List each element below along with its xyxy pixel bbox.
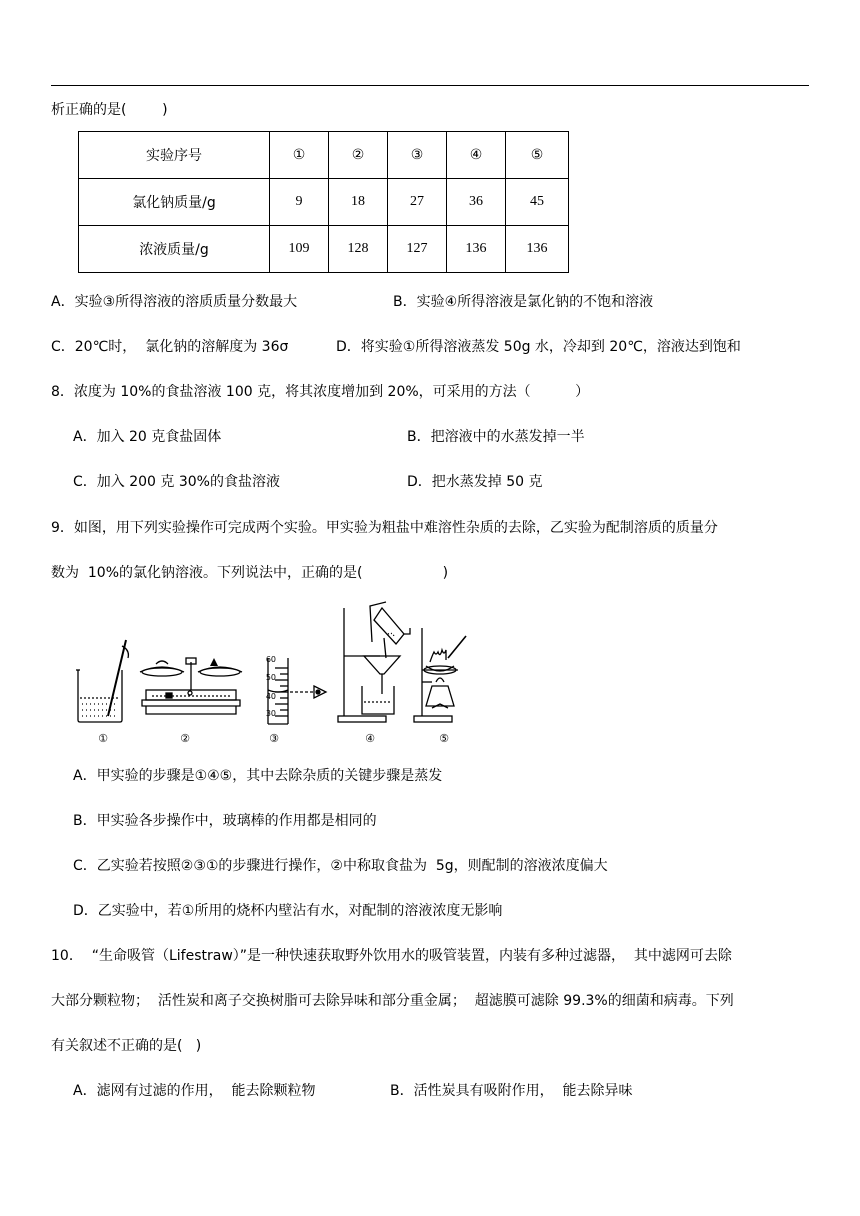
table-cell: 36 (447, 179, 506, 226)
table-cell: 136 (506, 226, 569, 273)
table-header-label: 实验序号 (79, 132, 270, 179)
table-col-header: ② (329, 132, 388, 179)
q9-stem-line2: 数为 10%的氯化钠溶液。下列说法中，正确的是( ) (51, 565, 449, 581)
q9-stem-line1: 9．如图，用下列实验操作可完成两个实验。甲实验为粗盐中难溶性杂质的去除，乙实验为配制溶质的质量分 (51, 520, 718, 536)
table-cell: 128 (329, 226, 388, 273)
q7-option-a: A．实验③所得溶液的溶质质量分数最大 (51, 294, 298, 310)
table-row (79, 132, 569, 179)
q10-stem-line1: 10． “生命吸管（Lifestraw）”是一种快速获取野外饮用水的吸管装置，内装有多种过滤器， 其中滤网可去除 (51, 948, 732, 964)
q7-option-b: B．实验④所得溶液是氯化钠的不饱和溶液 (393, 294, 654, 310)
table-col-header: ① (270, 132, 329, 179)
table-row (79, 179, 569, 226)
q10-stem-line3: 有关叙述不正确的是( ) (51, 1038, 202, 1054)
q8-option-c: C．加入 200 克 30%的食盐溶液 (73, 474, 280, 490)
cylinder-tick-label: 50 (265, 673, 276, 682)
table-col-header: ④ (447, 132, 506, 179)
q7-data-table (78, 131, 569, 273)
q7-option-d: D．将实验①所得溶液蒸发 50g 水，冷却到 20℃，溶液达到饱和 (336, 339, 741, 355)
q10-option-b: B．活性炭具有吸附作用， 能去除异味 (390, 1083, 633, 1099)
table-row-label: 浓液质量/g (79, 226, 270, 273)
table-cell: 136 (447, 226, 506, 273)
q8-option-d: D．把水蒸发掉 50 克 (407, 474, 543, 490)
q9-option-c: C．乙实验若按照②③①的步骤进行操作，②中称取食盐为 5g，则配制的溶液浓度偏大 (73, 858, 608, 874)
q8-option-b: B．把溶液中的水蒸发掉一半 (407, 429, 585, 445)
q9-option-d: D．乙实验中，若①所用的烧杯内壁沾有水，对配制的溶液浓度无影响 (73, 903, 503, 919)
table-cell: 45 (506, 179, 569, 226)
header-rule (51, 85, 809, 86)
evaporation-figure (414, 628, 466, 722)
q8-stem: 8．浓度为 10%的食盐溶液 100 克，将其浓度增加到 20%，可采用的方法（ ） (51, 384, 590, 400)
table-cell: 27 (388, 179, 447, 226)
table-col-header: ③ (388, 132, 447, 179)
q9-option-b: B．甲实验各步操作中，玻璃棒的作用都是相同的 (73, 813, 377, 829)
figure-label-3: ③ (269, 732, 279, 745)
figure-label-5: ⑤ (439, 732, 449, 745)
beaker-stirring-figure (76, 640, 128, 722)
table-row-label: 氯化钠质量/g (79, 179, 270, 226)
table-cell: 109 (270, 226, 329, 273)
q8-option-a: A．加入 20 克食盐固体 (73, 429, 222, 445)
q9-lab-apparatus-figure (70, 598, 470, 748)
table-cell: 127 (388, 226, 447, 273)
q7-stem-tail: 析正确的是( ) (51, 102, 168, 118)
table-row (79, 226, 569, 273)
figure-label-1: ① (98, 732, 108, 745)
table-cell: 9 (270, 179, 329, 226)
cylinder-tick-label: 40 (265, 692, 276, 701)
table-cell: 18 (329, 179, 388, 226)
figure-label-4: ④ (365, 732, 375, 745)
q10-option-a: A．滤网有过滤的作用， 能去除颗粒物 (73, 1083, 316, 1099)
q9-option-a: A．甲实验的步骤是①④⑤，其中去除杂质的关键步骤是蒸发 (73, 768, 443, 784)
table-col-header: ⑤ (506, 132, 569, 179)
cylinder-tick-label: 30 (265, 709, 276, 718)
figure-label-2: ② (180, 732, 190, 745)
q10-stem-line2: 大部分颗粒物； 活性炭和离子交换树脂可去除异味和部分重金属； 超滤膜可滤除 99.3%的细菌和病毒。下列 (51, 993, 734, 1009)
balance-figure (140, 658, 242, 714)
filtration-figure (338, 602, 410, 722)
cylinder-tick-label: 60 (265, 655, 276, 664)
q7-option-c: C．20℃时， 氯化钠的溶解度为 36σ (51, 339, 289, 355)
